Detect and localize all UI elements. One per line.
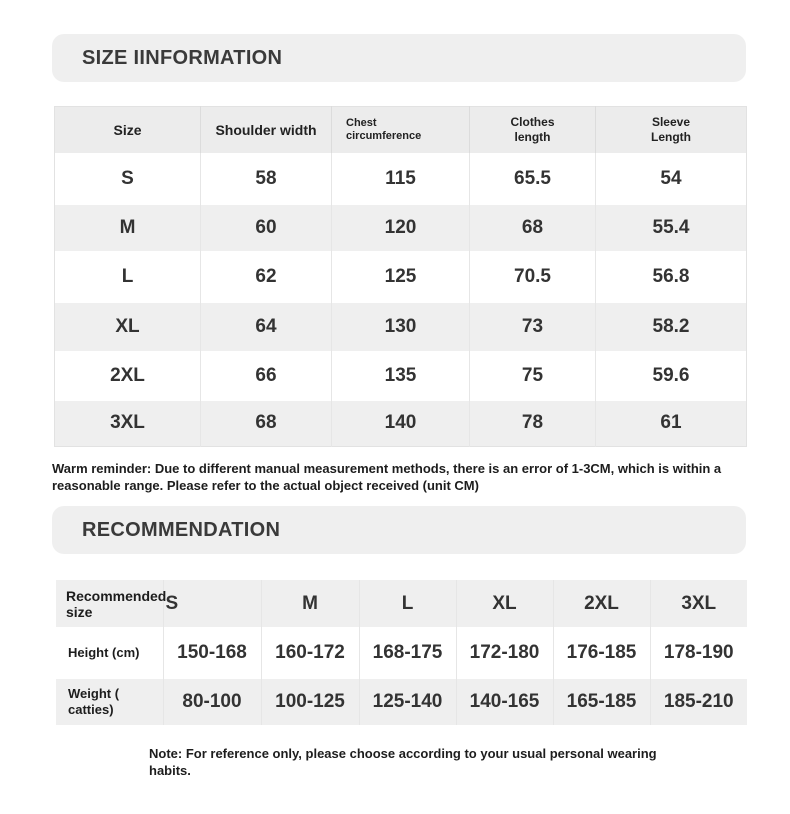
table-row: [55, 303, 747, 351]
weight-label-line1: Weight (: [68, 686, 120, 701]
rec-weight: 100-125: [261, 679, 359, 725]
recommendation-height-row: [56, 627, 747, 679]
cell-sleeve: 56.8: [596, 251, 747, 303]
cell-shoulder: 68: [201, 401, 332, 447]
rec-weight: 185-210: [650, 679, 747, 725]
cell-size: M: [55, 205, 201, 251]
rec-weight: 125-140: [359, 679, 456, 725]
rec-height: 168-175: [359, 627, 456, 679]
cell-shoulder: 66: [201, 351, 332, 401]
weight-label-line2: catties): [68, 702, 114, 717]
rec-height: 150-168: [163, 627, 261, 679]
cell-sleeve: 59.6: [596, 351, 747, 401]
header-size: Size: [55, 107, 201, 153]
cell-sleeve: 61: [596, 401, 747, 447]
recommendation-size-row: [56, 580, 747, 627]
cell-chest: 125: [332, 251, 470, 303]
rec-height: 178-190: [650, 627, 747, 679]
table-row: [55, 351, 747, 401]
rec-size: S: [163, 580, 261, 627]
cell-size: S: [55, 153, 201, 205]
cell-length: 73: [470, 303, 596, 351]
size-information-banner: [52, 34, 746, 82]
cell-shoulder: 62: [201, 251, 332, 303]
size-information-title: SIZE IINFORMATION: [82, 46, 283, 69]
cell-shoulder: 60: [201, 205, 332, 251]
cell-chest: 130: [332, 303, 470, 351]
recommended-size-label: Recommended size: [56, 580, 163, 627]
header-sleeve-line1: Sleeve: [651, 114, 691, 129]
cell-shoulder: 64: [201, 303, 332, 351]
rec-size: 2XL: [553, 580, 650, 627]
weight-label: [56, 679, 163, 725]
recommendation-banner: [52, 506, 746, 554]
warm-reminder: Warm reminder: Due to different manual measurement methods, there is an error of 1-3CM, which is within a reasonable range. Please refer to the actual object received (unit CM): [52, 461, 722, 493]
cell-chest: 120: [332, 205, 470, 251]
reference-note: Note: For reference only, please choose according to your usual personal wearing habits.: [149, 746, 657, 778]
cell-length: 68: [470, 205, 596, 251]
cell-sleeve: 55.4: [596, 205, 747, 251]
height-label: Height (cm): [56, 627, 163, 679]
rec-height: 160-172: [261, 627, 359, 679]
rec-weight: 80-100: [163, 679, 261, 725]
header-clothes-line1: Clothes: [510, 114, 555, 129]
header-chest-line2: circumference: [346, 129, 422, 142]
cell-chest: 115: [332, 153, 470, 205]
cell-size: 2XL: [55, 351, 201, 401]
rec-weight: 140-165: [456, 679, 553, 725]
recommendation-weight-row: [56, 679, 747, 725]
table-row: [55, 251, 747, 303]
cell-length: 75: [470, 351, 596, 401]
rec-size: XL: [456, 580, 553, 627]
header-sleeve-length: [596, 107, 747, 153]
recommendation-table: [56, 580, 747, 725]
cell-size: L: [55, 251, 201, 303]
rec-height: 176-185: [553, 627, 650, 679]
table-row: [55, 401, 747, 447]
cell-length: 78: [470, 401, 596, 447]
cell-size: XL: [55, 303, 201, 351]
header-chest-line1: Chest: [346, 116, 377, 129]
rec-size: M: [261, 580, 359, 627]
size-table: [54, 106, 747, 447]
recommendation-title: RECOMMENDATION: [82, 518, 281, 541]
rec-weight: 165-185: [553, 679, 650, 725]
size-table-header-row: [55, 107, 747, 153]
header-sleeve-line2: Length: [651, 129, 691, 144]
table-row: [55, 205, 747, 251]
header-clothes-length: [470, 107, 596, 153]
rec-height: 172-180: [456, 627, 553, 679]
header-chest-circumference: [332, 107, 470, 153]
header-clothes-line2: length: [514, 129, 551, 144]
cell-length: 65.5: [470, 153, 596, 205]
table-row: [55, 153, 747, 205]
cell-sleeve: 54: [596, 153, 747, 205]
cell-chest: 135: [332, 351, 470, 401]
cell-shoulder: 58: [201, 153, 332, 205]
rec-size: L: [359, 580, 456, 627]
cell-sleeve: 58.2: [596, 303, 747, 351]
rec-size: 3XL: [650, 580, 747, 627]
cell-length: 70.5: [470, 251, 596, 303]
cell-chest: 140: [332, 401, 470, 447]
header-shoulder-width: Shoulder width: [201, 107, 332, 153]
cell-size: 3XL: [55, 401, 201, 447]
